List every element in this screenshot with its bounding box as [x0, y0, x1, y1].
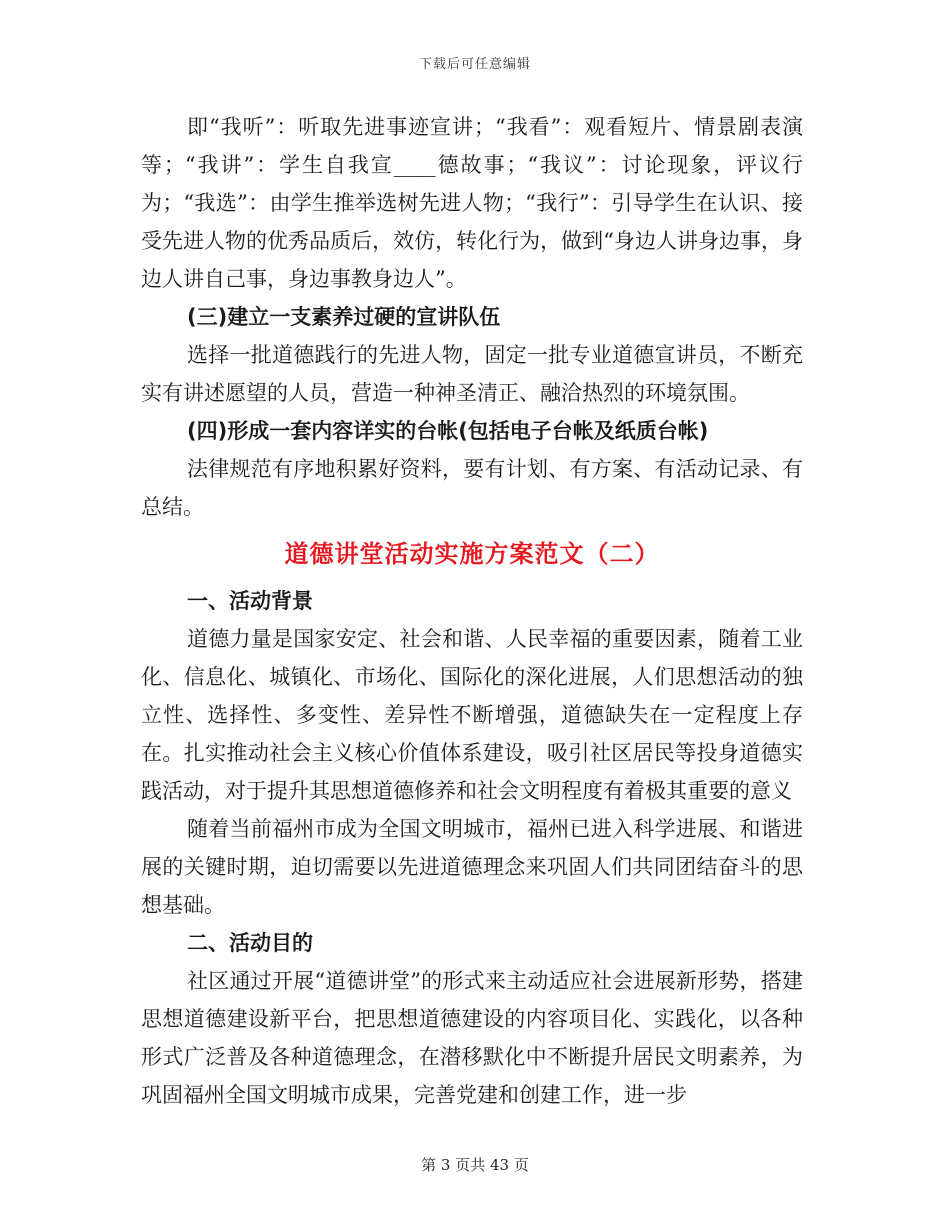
page-header: 下载后可任意编辑	[418, 57, 531, 72]
section-heading-3: (三)建立一支素养过硬的宣讲队伍	[187, 305, 501, 329]
paragraph-team: 选择一批道德践行的先进人物，固定一批专业道德宣讲员，不断充实有讲述愿望的人员，营造一种神圣清正、融洽热烈的环境氛围。	[141, 343, 803, 405]
section-heading-purpose: 二、活动目的	[187, 931, 313, 955]
paragraph-background-1: 道德力量是国家安定、社会和谐、人民幸福的重要因素，随着工业化、信息化、城镇化、市场化、国际化的深化进展，人们思想活动的独立性、选择性、多变性、差异性不断增强，道德缺失在一定程度上存在。扎实推动社会主义核心价值体系建设，吸引社区居民等投身道德实践活动，对于提升其思想道德修养和社会文明程度有着极其重要的意义	[141, 627, 803, 803]
section-heading-background: 一、活动背景	[187, 589, 313, 613]
document-body	[141, 108, 803, 1114]
paragraph-activity-forms: 即“我听”：听取先进事迹宣讲；“我看”：观看短片、情景剧表演等；“我讲”：学生自我宣____德故事；“我议”：讨论现象，评议行为；“我选”：由学生推举选树先进人物；“我行”：引导学生在认识、接受先进人物的优秀品质后，效仿，转化行为，做到“身边人讲身边事，身边人讲自己事，身边事教身边人”。	[141, 115, 803, 291]
paragraph-background-2: 随着当前福州市成为全国文明城市，福州已进入科学进展、和谐进展的关键时期，迫切需要以先进道德理念来巩固人们共同团结奋斗的思想基础。	[141, 817, 803, 917]
page-footer: 第 3 页共 43 页	[421, 1156, 529, 1174]
section-heading-4: (四)形成一套内容详实的台帐(包括电子台帐及纸质台帐)	[187, 419, 709, 443]
paragraph-ledger: 法律规范有序地积累好资料，要有计划、有方案、有活动记录、有总结。	[141, 457, 803, 519]
document-title: 道德讲堂活动实施方案范文（二）	[284, 540, 660, 568]
paragraph-purpose: 社区通过开展“道德讲堂”的形式来主动适应社会进展新形势，搭建思想道德建设新平台，把思想道德建设的内容项目化、实践化，以各种形式广泛普及各种道德理念，在潜移默化中不断提升居民文明素养，为巩固福州全国文明城市成果，完善党建和创建工作，进一步	[141, 969, 803, 1107]
